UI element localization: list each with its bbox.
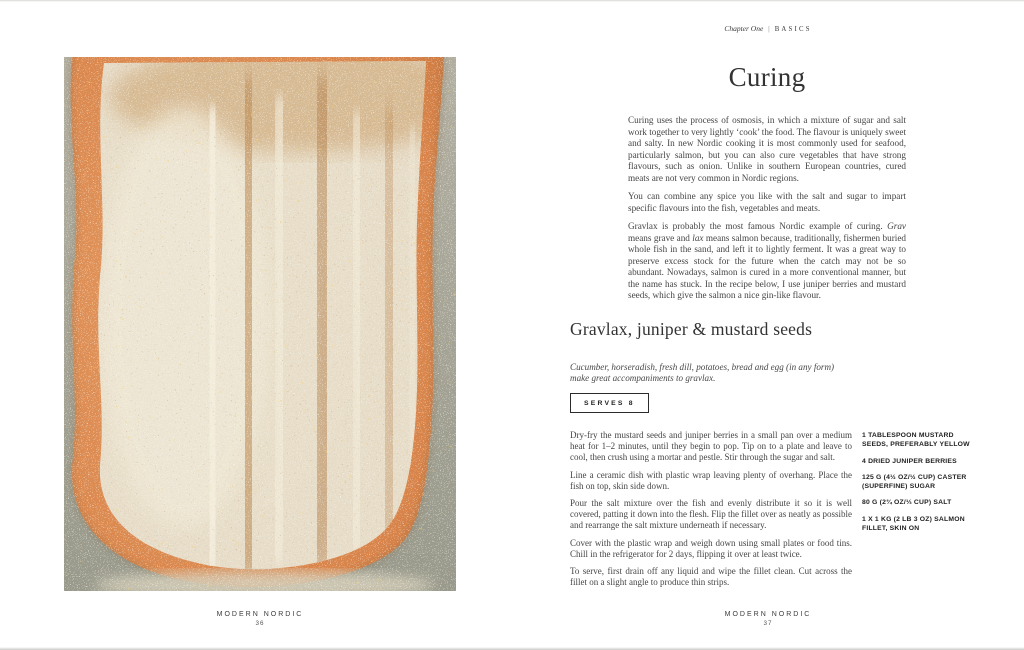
intro-text <box>628 115 906 309</box>
mustard-seed-speckles <box>64 57 456 591</box>
ingredient-item: 4 DRIED JUNIPER BERRIES <box>862 457 957 465</box>
instruction-step: Cover with the plastic wrap and weigh down using small plates or food tins. Chill in the refrigerator for 2 days, flipping it over at least twice. <box>570 537 852 559</box>
header-separator: | <box>768 25 770 33</box>
serves-badge: SERVES 8 <box>570 393 649 413</box>
running-header <box>512 24 1024 33</box>
chapter-section-title: Curing <box>728 62 806 92</box>
left-page-footer <box>64 611 456 627</box>
ingredients-list <box>862 431 976 540</box>
intro-paragraph: Curing uses the process of osmosis, in which a mixture of sugar and salt work together to very lightly ‘cook’ the food. The flavour is uniquely sweet and salty. In new Nordic cooking it is most commonly used for seafood, particularly salmon, but you can also cure vegetables that have strong flavours, such as onion. Unlike in southern European countries, cured meats are not very common in Nordic regions. <box>628 115 906 183</box>
book-title: MODERN NORDIC <box>216 611 304 618</box>
page-number: 37 <box>763 620 773 627</box>
intro-text-segment: Gravlax is probably the most famous Nordic example of curing. <box>628 221 888 231</box>
intro-italic-word: lax <box>692 232 704 243</box>
recipe-note: Cucumber, horseradish, fresh dill, potatoes, bread and egg (in any form) make great accompaniments to gravlax. <box>570 362 835 384</box>
intro-text-segment: means salmon because, traditionally, fishermen buried whole fish in the sand, and left it to lightly ferment. It was a great way to preserve excess stock for the future when the catch may not be so abundant. Nowadays, salmon is cured in a more conventional manner, but the name has stuck. In the recipe below, I use juniper berries and mustard seeds, which give the salmon a nice gin-like flavour. <box>628 232 906 300</box>
ingredient-item: 80 G (2¾ OZ/⅓ CUP) SALT <box>862 499 952 507</box>
ingredient-item: 125 G (4½ OZ/½ CUP) CASTER (SUPERFINE) SUGAR <box>862 473 967 491</box>
book-title: MODERN NORDIC <box>724 611 812 618</box>
instruction-step: Line a ceramic dish with plastic wrap leaving plenty of overhang. Place the fish on top, skin side down. <box>570 469 852 491</box>
recipe-instructions <box>570 430 852 594</box>
section-label: BASICS <box>774 26 812 33</box>
intro-text-segment: means grave and <box>628 232 693 243</box>
instruction-step: Dry-fry the mustard seeds and juniper berries in a small pan over a medium heat for 1–2 minutes, until they begin to pop. Tip on to a plate and leave to cool, then crush using a mortar and pestle. Stir through the sugar and salt. <box>570 430 852 463</box>
intro-paragraph <box>628 221 906 302</box>
ingredient-item: 1 X 1 KG (2 LB 3 OZ) SALMON FILLET, SKIN ON <box>862 515 965 533</box>
chapter-label: Chapter One <box>724 24 764 33</box>
intro-italic-word: Grav <box>887 221 906 231</box>
instruction-step: To serve, first drain off any liquid and wipe the fillet clean. Cut across the fillet on a slight angle to produce thin strips. <box>570 566 852 588</box>
cured-salmon-photo-illustration <box>64 57 456 591</box>
right-page-footer <box>512 611 1024 627</box>
ingredient-item: 1 TABLESPOON MUSTARD SEEDS, PREFERABLY YELLOW <box>862 432 970 449</box>
intro-paragraph: You can combine any spice you like with the salt and sugar to impart specific flavours into the fish, vegetables and meats. <box>628 191 906 213</box>
page-number: 36 <box>255 620 265 627</box>
page-edge-top <box>0 0 1024 2</box>
recipe-title: Gravlax, juniper & mustard seeds <box>570 319 813 339</box>
instruction-step: Pour the salt mixture over the fish and evenly distribute it so it is well covered, patting it down into the flesh. Flip the fillet over as neatly as possible and rearrange the salt mixture underneath if necessary. <box>570 498 852 531</box>
gravlax-photo <box>64 57 456 591</box>
